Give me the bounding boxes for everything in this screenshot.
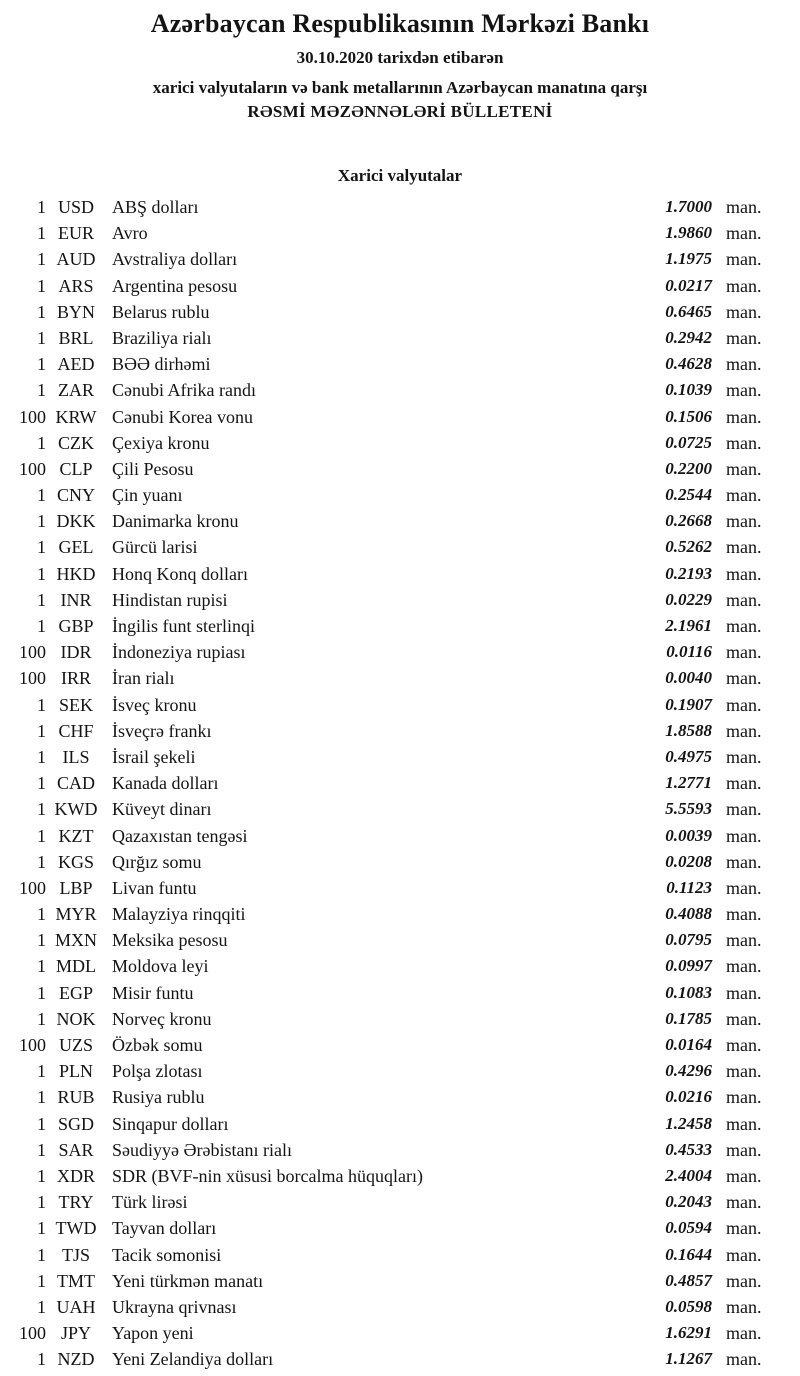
rate-row: [0, 299, 800, 325]
rate-value: 1.7000: [665, 197, 712, 216]
unit-label: man.: [726, 249, 762, 270]
rate-value: 0.2043: [665, 1192, 712, 1212]
currency-name: Cənubi Korea vonu: [112, 406, 253, 427]
rate-row: [0, 246, 800, 272]
unit-label: man.: [726, 956, 762, 977]
unit-label: man.: [726, 982, 762, 1003]
rate-value: 0.0116: [666, 642, 712, 662]
rate-quantity: 1: [37, 275, 46, 296]
unit-label: man.: [726, 1270, 762, 1291]
unit-label: man.: [726, 851, 762, 872]
rate-quantity: 1: [37, 1165, 46, 1186]
unit-label: man.: [726, 485, 762, 506]
rate-value: 0.0229: [665, 589, 712, 609]
currency-code: AUD: [56, 249, 96, 270]
currency-code: SEK: [58, 694, 93, 715]
rate-row: [0, 770, 800, 796]
unit-label: man.: [726, 1349, 762, 1370]
rate-quantity: 1: [37, 956, 46, 977]
unit-label: man.: [726, 1218, 762, 1239]
rate-row: [0, 744, 800, 770]
currency-name: Türk lirəsi: [112, 1192, 188, 1213]
unit-label: man.: [726, 1113, 762, 1134]
currency-code: KRW: [55, 406, 97, 427]
currency-code: UAH: [56, 1296, 96, 1317]
unit-label: man.: [726, 930, 762, 951]
rate-value: 0.4857: [665, 1270, 712, 1290]
unit-label: man.: [726, 223, 762, 244]
unit-label: man.: [726, 275, 762, 296]
currency-name: SDR (BVF-nin xüsusi borcalma hüquqları): [112, 1165, 423, 1186]
rate-row: [0, 665, 800, 691]
currency-code: CAD: [56, 773, 95, 794]
rate-row: [0, 534, 800, 560]
rate-value: 0.2668: [665, 511, 712, 531]
unit-label: man.: [726, 746, 762, 767]
currency-name: İsveç kronu: [112, 694, 197, 715]
rate-value: 0.5262: [665, 537, 712, 557]
currency-code: LBP: [59, 877, 93, 898]
rate-row: [0, 325, 800, 351]
rate-quantity: 1: [37, 1061, 46, 1082]
currency-name: Sinqapur dolları: [112, 1113, 229, 1134]
rate-value: 0.0208: [665, 851, 712, 871]
currency-code: HKD: [56, 563, 96, 584]
currency-name: Tayvan dolları: [112, 1218, 217, 1239]
rate-value: 1.6291: [665, 1323, 712, 1343]
currency-name: BƏƏ dirhəmi: [112, 354, 211, 375]
currency-code: NZD: [57, 1349, 95, 1370]
rate-row: [0, 404, 800, 430]
rate-row: [0, 849, 800, 875]
currency-code: AED: [57, 354, 95, 375]
rate-quantity: 1: [37, 720, 46, 741]
rate-value: 0.6465: [665, 301, 712, 321]
currency-code: GEL: [58, 537, 94, 558]
rate-quantity: 100: [19, 406, 46, 427]
rate-row: [0, 220, 800, 246]
rate-quantity: 1: [37, 851, 46, 872]
currency-code: NOK: [56, 1008, 96, 1029]
currency-code: EGP: [58, 982, 93, 1003]
rate-value: 0.1083: [665, 982, 712, 1002]
rate-value: 0.2200: [665, 458, 712, 478]
rate-row: [0, 953, 800, 979]
rate-value: 1.9860: [665, 223, 712, 243]
unit-label: man.: [726, 825, 762, 846]
rate-value: 0.0997: [665, 956, 712, 976]
rate-value: 0.2193: [665, 563, 712, 583]
rate-row: [0, 430, 800, 456]
currency-code: TJS: [61, 1244, 90, 1265]
rate-value: 0.1506: [665, 406, 712, 426]
rate-row: [0, 482, 800, 508]
currency-code: DKK: [56, 511, 96, 532]
unit-label: man.: [726, 616, 762, 636]
rate-quantity: 1: [37, 1296, 46, 1317]
rate-quantity: 1: [37, 197, 46, 217]
rate-value: 0.0594: [665, 1218, 712, 1238]
currency-name: Tacik somonisi: [112, 1244, 222, 1265]
rate-quantity: 1: [37, 223, 46, 244]
currency-name: Livan funtu: [112, 877, 197, 898]
currency-name: Səudiyyə Ərəbistanı rialı: [112, 1139, 292, 1160]
rate-quantity: 1: [37, 1113, 46, 1134]
unit-label: man.: [726, 668, 762, 689]
rate-row: [0, 194, 800, 220]
rate-row: [0, 796, 800, 822]
currency-code: TMT: [57, 1270, 95, 1291]
currency-code: USD: [57, 197, 94, 217]
rate-quantity: 1: [37, 773, 46, 794]
currency-name: İngilis funt sterlinqi: [112, 616, 255, 636]
currency-code: BYN: [56, 301, 95, 322]
currency-name: Çexiya kronu: [112, 432, 210, 453]
rate-value: 1.2771: [665, 773, 712, 793]
rate-quantity: 100: [19, 877, 46, 898]
unit-label: man.: [726, 432, 762, 453]
unit-label: man.: [726, 537, 762, 558]
rate-row: [0, 980, 800, 1006]
rate-row: [0, 1215, 800, 1241]
rate-quantity: 1: [37, 616, 46, 636]
rate-value: 0.4296: [665, 1061, 712, 1081]
rate-value: 0.0598: [665, 1296, 712, 1316]
rate-quantity: 1: [37, 563, 46, 584]
currency-name: Özbək somu: [112, 1035, 203, 1055]
currency-code: UZS: [58, 1035, 93, 1055]
rate-value: 1.1975: [665, 249, 712, 269]
currency-code: SAR: [58, 1139, 94, 1160]
currency-name: Norveç kronu: [112, 1008, 212, 1029]
rate-value: 0.2942: [665, 327, 712, 347]
rate-row: [0, 875, 800, 901]
currency-code: ARS: [58, 275, 94, 296]
currency-code: MXN: [54, 930, 97, 951]
rate-row: [0, 1242, 800, 1268]
rate-quantity: 1: [37, 485, 46, 506]
rate-value: 0.1039: [665, 380, 712, 400]
currency-name: Misir funtu: [112, 982, 194, 1003]
currency-code: ILS: [62, 746, 90, 767]
rate-quantity: 1: [37, 694, 46, 715]
rate-value: 0.0217: [665, 275, 712, 295]
rate-quantity: 1: [37, 904, 46, 925]
rate-row: [0, 1294, 800, 1320]
rate-row: [0, 1189, 800, 1215]
currency-code: KZT: [58, 825, 94, 846]
currency-name: Argentina pesosu: [112, 275, 238, 296]
unit-label: man.: [726, 720, 762, 741]
currency-name: Rusiya rublu: [112, 1087, 205, 1108]
currency-name: İndoneziya rupiası: [112, 642, 246, 663]
unit-label: man.: [726, 694, 762, 715]
effective-date-line: 30.10.2020 tarixdən etibarən: [296, 48, 504, 67]
rate-value: 0.1907: [665, 694, 712, 714]
rate-row: [0, 692, 800, 718]
currency-code: IRR: [60, 668, 91, 689]
currency-name: Qazaxıstan tengəsi: [112, 825, 248, 846]
rate-value: 0.4975: [665, 746, 712, 766]
rate-quantity: 1: [37, 301, 46, 322]
unit-label: man.: [726, 1035, 762, 1055]
currency-code: CZK: [58, 432, 94, 453]
unit-label: man.: [726, 1244, 762, 1265]
rate-quantity: 1: [37, 537, 46, 558]
rate-row: [0, 1006, 800, 1032]
unit-label: man.: [726, 1165, 762, 1186]
rate-value: 1.1267: [665, 1349, 712, 1369]
rate-row: [0, 1032, 800, 1058]
rate-row: [0, 351, 800, 377]
unit-label: man.: [726, 904, 762, 925]
rate-quantity: 1: [37, 1087, 46, 1108]
currency-code: CHF: [58, 720, 94, 741]
rate-quantity: 1: [37, 327, 46, 348]
currency-name: Honq Konq dolları: [112, 563, 248, 584]
currency-name: Çin yuanı: [112, 485, 183, 506]
rate-value: 0.4088: [665, 904, 712, 924]
unit-label: man.: [726, 197, 762, 217]
unit-label: man.: [726, 1061, 762, 1082]
unit-label: man.: [726, 406, 762, 427]
currency-code: TWD: [55, 1218, 97, 1239]
rate-value: 0.0216: [665, 1087, 712, 1107]
rate-quantity: 1: [37, 825, 46, 846]
currency-name: Qırğız somu: [112, 851, 202, 872]
rate-value: 2.4004: [665, 1165, 712, 1185]
bulletin-title: RƏSMİ MƏZƏNNƏLƏRİ BÜLLETENİ: [247, 102, 553, 121]
currency-code: BRL: [58, 327, 94, 348]
unit-label: man.: [726, 799, 762, 820]
unit-label: man.: [726, 301, 762, 322]
rate-quantity: 1: [37, 1218, 46, 1239]
rate-quantity: 1: [37, 354, 46, 375]
currency-name: Ukrayna qrivnası: [112, 1296, 237, 1317]
rate-row: [0, 823, 800, 849]
currency-name: Polşa zlotası: [112, 1061, 203, 1082]
rate-quantity: 1: [37, 380, 46, 401]
rate-quantity: 1: [37, 799, 46, 820]
currency-name: İsrail şekeli: [112, 746, 196, 767]
currency-name: İran rialı: [112, 668, 175, 689]
unit-label: man.: [726, 1139, 762, 1160]
rate-value: 1.2458: [665, 1113, 712, 1133]
unit-label: man.: [726, 327, 762, 348]
rate-quantity: 1: [37, 930, 46, 951]
currency-code: CNY: [56, 485, 95, 506]
rate-value: 0.0039: [665, 825, 712, 845]
rate-row: [0, 377, 800, 403]
rate-value: 0.4533: [665, 1139, 712, 1159]
rate-row: [0, 1058, 800, 1084]
currency-name: Hindistan rupisi: [112, 589, 228, 610]
currency-code: GBP: [58, 616, 94, 636]
currency-name: Yeni türkmən manatı: [112, 1270, 264, 1291]
currency-name: Meksika pesosu: [112, 930, 228, 951]
unit-label: man.: [726, 1087, 762, 1108]
rate-quantity: 1: [37, 589, 46, 610]
rate-row: [0, 613, 800, 639]
exchange-rate-table: [0, 194, 800, 1372]
rate-row: [0, 587, 800, 613]
rate-row: [0, 1163, 800, 1189]
rate-quantity: 1: [37, 982, 46, 1003]
unit-label: man.: [726, 380, 762, 401]
rate-row: [0, 273, 800, 299]
unit-label: man.: [726, 354, 762, 375]
rate-row: [0, 1346, 800, 1372]
rate-row: [0, 639, 800, 665]
rate-row: [0, 1137, 800, 1163]
rate-row: [0, 901, 800, 927]
unit-label: man.: [726, 458, 762, 479]
currency-code: IDR: [60, 642, 92, 663]
currency-name: ABŞ dolları: [112, 197, 199, 217]
currency-name: Yeni Zelandiya dolları: [112, 1349, 274, 1370]
unit-label: man.: [726, 773, 762, 794]
rate-value: 0.2544: [665, 485, 712, 505]
currency-code: KGS: [57, 851, 94, 872]
section-title-foreign-currencies: Xarici valyutalar: [337, 166, 463, 185]
rate-value: 2.1961: [665, 616, 712, 635]
rate-value: 0.1785: [665, 1008, 712, 1028]
currency-name: Danimarka kronu: [112, 511, 239, 532]
rate-row: [0, 508, 800, 534]
currency-code: INR: [60, 589, 92, 610]
rate-value: 0.1123: [666, 877, 712, 897]
rate-quantity: 1: [37, 249, 46, 270]
unit-label: man.: [726, 1323, 762, 1344]
currency-name: Avstraliya dolları: [112, 249, 238, 270]
currency-code: MYR: [55, 904, 97, 925]
rate-quantity: 100: [19, 642, 46, 663]
rate-row: [0, 456, 800, 482]
unit-label: man.: [726, 511, 762, 532]
currency-name: Yapon yeni: [112, 1323, 194, 1344]
rate-quantity: 1: [37, 1349, 46, 1370]
rate-quantity: 100: [19, 1035, 46, 1055]
currency-name: Braziliya rialı: [112, 327, 212, 348]
currency-name: İsveçrə frankı: [112, 720, 212, 741]
unit-label: man.: [726, 642, 762, 663]
unit-label: man.: [726, 1192, 762, 1213]
currency-name: Gürcü larisi: [112, 537, 198, 558]
unit-label: man.: [726, 563, 762, 584]
currency-code: TRY: [58, 1192, 94, 1213]
currency-code: JPY: [60, 1323, 91, 1344]
currency-code: PLN: [58, 1061, 93, 1082]
rate-quantity: 100: [19, 668, 46, 689]
rate-row: [0, 1268, 800, 1294]
rate-value: 0.1644: [665, 1244, 712, 1264]
currency-name: Cənubi Afrika randı: [112, 380, 256, 401]
unit-label: man.: [726, 589, 762, 610]
rate-value: 0.0164: [665, 1035, 712, 1054]
currency-code: MDL: [56, 956, 96, 977]
rate-quantity: 1: [37, 746, 46, 767]
currency-name: Moldova leyi: [112, 956, 209, 977]
currency-name: Malayziya rinqqiti: [112, 904, 246, 925]
rate-value: 5.5593: [665, 799, 712, 819]
currency-name: Küveyt dinarı: [112, 799, 212, 820]
rate-value: 1.8588: [665, 720, 712, 740]
currency-name: Çili Pesosu: [112, 458, 194, 479]
rate-quantity: 1: [37, 432, 46, 453]
rate-value: 0.0795: [665, 930, 712, 950]
rate-quantity: 100: [19, 1323, 46, 1344]
rate-quantity: 1: [37, 1270, 46, 1291]
rate-row: [0, 1111, 800, 1137]
currency-code: CLP: [59, 458, 93, 479]
unit-label: man.: [726, 877, 762, 898]
rate-quantity: 1: [37, 1192, 46, 1213]
rate-quantity: 100: [19, 458, 46, 479]
currency-code: RUB: [57, 1087, 95, 1108]
rate-value: 0.0040: [665, 668, 712, 688]
rate-row: [0, 561, 800, 587]
currency-code: XDR: [56, 1165, 95, 1186]
currency-name: Avro: [112, 223, 148, 244]
rate-value: 0.0725: [665, 432, 712, 452]
rate-value: 0.4628: [665, 354, 712, 374]
rate-row: [0, 718, 800, 744]
rate-quantity: 1: [37, 511, 46, 532]
bank-title: Azərbaycan Respublikasının Mərkəzi Bankı: [150, 9, 650, 38]
currency-code: SGD: [57, 1113, 94, 1134]
currency-name: Belarus rublu: [112, 301, 210, 322]
bulletin-subtitle: xarici valyutaların və bank metallarının Azərbaycan manatına qarşı: [152, 78, 648, 97]
unit-label: man.: [726, 1008, 762, 1029]
rate-row: [0, 1320, 800, 1346]
currency-code: EUR: [58, 223, 94, 244]
rate-row: [0, 1084, 800, 1110]
rate-quantity: 1: [37, 1139, 46, 1160]
currency-code: ZAR: [58, 380, 94, 401]
unit-label: man.: [726, 1296, 762, 1317]
rate-quantity: 1: [37, 1008, 46, 1029]
currency-name: Kanada dolları: [112, 773, 219, 794]
rate-quantity: 1: [37, 1244, 46, 1265]
rate-row: [0, 927, 800, 953]
currency-code: KWD: [54, 799, 98, 820]
